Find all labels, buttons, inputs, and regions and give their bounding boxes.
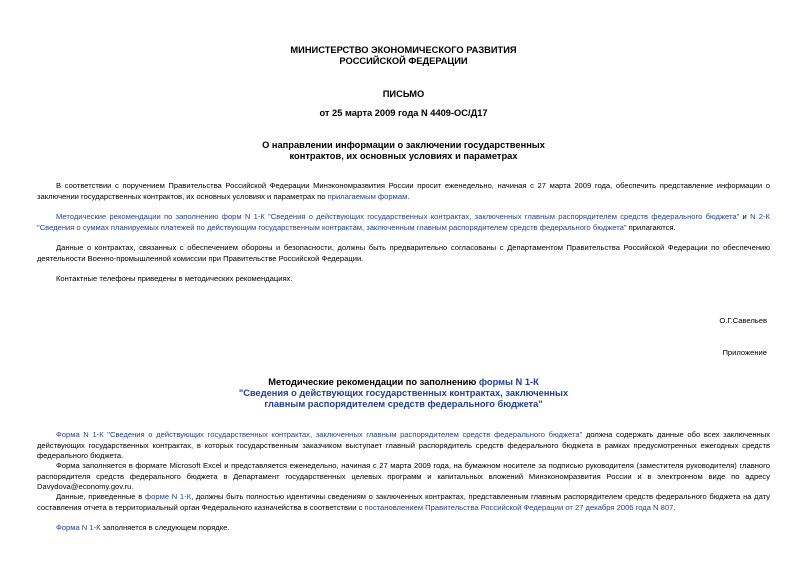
- letter-paragraph-4: [37, 274, 770, 285]
- ministry-line-1: МИНИСТЕРСТВО ЭКОНОМИЧЕСКОГО РАЗВИТИЯ: [290, 45, 517, 55]
- appendix-paragraph-4: [37, 523, 770, 534]
- attachment-label: Приложение: [722, 348, 767, 357]
- appendix-title-line-2: "Сведения о действующих государственных контрактах, заключенных: [238, 388, 569, 398]
- form-1k-guidelines-link[interactable]: Методические рекомендации по заполнению форм N 1-К "Сведения о действующих государственных контрактах, заключенных главным распорядителем средств федерального бюджета": [56, 212, 740, 221]
- form-2k-link[interactable]: N 2-К "Сведения о суммах планируемых платежей по действующим государственным контрактам, заключенным главным распорядителем средств федерального бюджета": [37, 212, 770, 232]
- form-1k-title-link[interactable]: формы N 1-К: [478, 377, 539, 387]
- appendix-title-line-3: главным распорядителем средств федерального бюджета": [264, 399, 543, 409]
- document-type: ПИСЬМО: [382, 89, 425, 99]
- government-decree-link[interactable]: постановлением Правительства Российской Федерации от 27 декабря 2006 года N 807: [364, 502, 674, 512]
- a2-text: Форма заполняется в формате Microsoft Excel и представляется еженедельно, начиная с 27 марта 2009 года, на бумажном носителе за подписью руководителя (заместителя руководителя) главного распорядителя средств федерального бюджета в Департамент государственных целевых программ и капитальных вложений Минэкономразвития России и в электронном виде по адресу Davydova@economy.gov.ru.: [37, 461, 770, 492]
- a1-text: должна содержать данные обо всех заключенных действующих государственных контрактах, в которых государственным заказчиком выступает главный распорядитель средств федерального бюджета в рамках предусмотренных ежегодных средств федерального бюджета.: [37, 430, 770, 461]
- ministry-line-2: РОССИЙСКОЙ ФЕДЕРАЦИИ: [339, 56, 468, 66]
- form-1k-inline-link[interactable]: форме N 1-К: [144, 492, 192, 501]
- p1-text: В соответствии с поручением Правительства Российской Федерации Минэкономразвития России просит еженедельно, начиная с 27 марта 2009 года, обеспечить представление информации о заключении государственных контрактов, их основных условиях и параметрах по: [37, 181, 770, 201]
- subject-line-2: контрактов, их основных условиях и параметрах: [289, 151, 518, 161]
- appendix-paragraph-1: [37, 430, 770, 462]
- p1-end: .: [407, 191, 410, 201]
- appendix-paragraph-2: [37, 461, 770, 493]
- attached-forms-link[interactable]: прилагаемым формам: [327, 191, 408, 201]
- signature: О.Г.Савельев: [719, 316, 767, 325]
- a3-pre: Данные, приведенные в: [56, 492, 145, 501]
- subject-line-1: О направлении информации о заключении государственных: [262, 140, 545, 150]
- a4-text: заполняется в следующем порядке.: [100, 523, 230, 532]
- p2-end: прилагаются.: [626, 222, 676, 232]
- letter-paragraph-3: [37, 243, 770, 264]
- form-1k-full-link[interactable]: Форма N 1-К "Сведения о действующих государственных контрактах, заключенных главным распорядителем средств федерального бюджета": [56, 430, 583, 439]
- a3-end: .: [673, 502, 676, 512]
- form-1k-order-link[interactable]: Форма N 1-К: [56, 523, 101, 532]
- appendix-paragraph-3: [37, 492, 770, 513]
- document-date-number: от 25 марта 2009 года N 4409-ОС/Д17: [319, 108, 488, 118]
- p3-text: Данные о контрактах, связанных с обеспечением обороны и безопасности, должны быть предварительно согласованы с Департаментом Правительства Российской Федерации по обеспечению деятельности Военно-промышленной комиссии при Правительстве Российской Федерации.: [37, 243, 770, 263]
- a3-mid: , должны быть полностью идентичны сведениям о заключенных контрактах, представленным главным распорядителем средств федерального бюджета на дату составления отчета в территориальный орган Федерального казначейства в соответствии с: [37, 492, 770, 512]
- p4-text: Контактные телефоны приведены в методических рекомендациях.: [56, 274, 293, 283]
- letter-paragraph-1: [37, 181, 770, 202]
- letter-paragraph-2: [37, 212, 770, 233]
- appendix-title-pre: Методические рекомендации по заполнению: [268, 377, 479, 387]
- appendix-title-line-1: [0, 377, 807, 388]
- p2-mid: и: [739, 212, 751, 221]
